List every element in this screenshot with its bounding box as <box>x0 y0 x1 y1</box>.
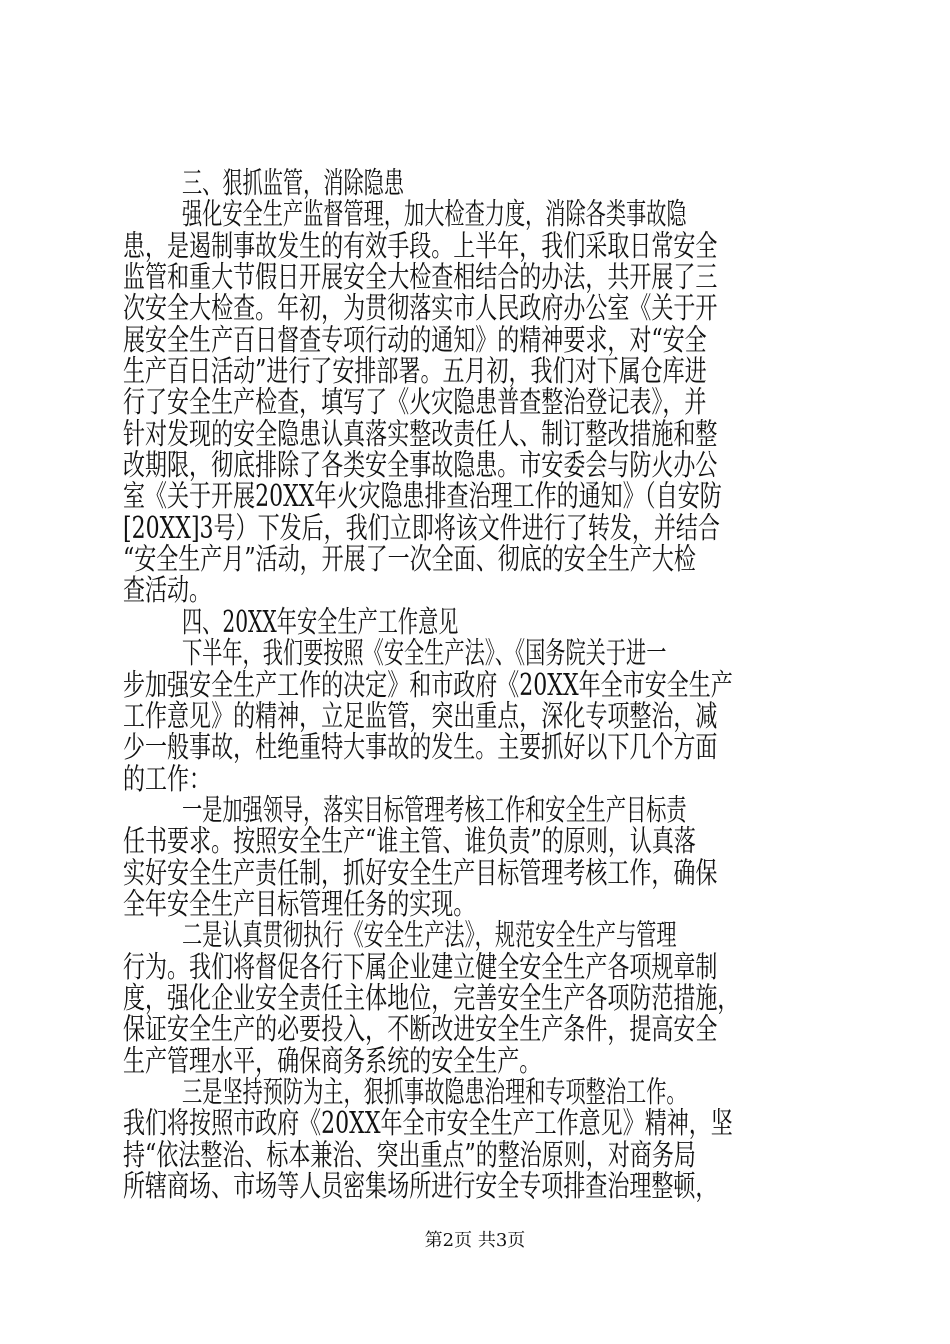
body-line: 行为。我们将督促各行下属企业建立健全安全生产各项规章制 <box>123 950 718 984</box>
body-line: 我们将按照市政府《20XX年全市安全生产工作意见》精神，坚 <box>123 1106 733 1140</box>
body-line: 持“依法整治、标本兼治、突出重点”的整治原则，对商务局 <box>123 1138 696 1172</box>
body-line: 保证安全生产的必要投入，不断改进安全生产条件，提高安全 <box>123 1012 718 1046</box>
body-line: 的工作： <box>123 762 212 796</box>
body-line: 步加强安全生产工作的决定》和市政府《20XX年全市安全生产 <box>123 668 733 702</box>
body-line: 生产百日活动”进行了安排部署。五月初，我们对下属仓库进 <box>123 354 707 388</box>
body-line: 度，强化企业安全责任主体地位，完善安全生产各项防范措施， <box>123 981 740 1015</box>
body-line: 次安全大检查。年初，为贯彻落实市人民政府办公室《关于开 <box>123 291 718 325</box>
body-line: 二是认真贯彻执行《安全生产法》，规范安全生产与管理 <box>182 918 677 952</box>
body-line: 行了安全生产检查，填写了《火灾隐患普查整治登记表》，并 <box>123 385 707 419</box>
body-line: 室《关于开展20XX年火灾隐患排查治理工作的通知》（自安防 <box>123 479 722 513</box>
body-line: 患，是遏制事故发生的有效手段。上半年，我们采取日常安全 <box>123 229 718 263</box>
body-line: 针对发现的安全隐患认真落实整改责任人、制订整改措施和整 <box>123 417 718 451</box>
section-heading: 四、20XX年安全生产工作意见 <box>182 605 459 639</box>
body-line: 监管和重大节假日开展安全大检查相结合的办法，共开展了三 <box>123 260 718 294</box>
body-line: 三、狠抓监管，消除隐患 <box>182 166 405 200</box>
body-line: “安全生产月”活动，开展了一次全面、彻底的安全生产大检 <box>123 542 696 576</box>
body-line: 实好安全生产责任制，抓好安全生产目标管理考核工作，确保 <box>123 856 718 890</box>
body-line: 任书要求。按照安全生产“谁主管、谁负责”的原则，认真落 <box>123 824 696 858</box>
body-line: 三是坚持预防为主，狠抓事故隐患治理和专项整治工作。 <box>182 1075 687 1109</box>
page-number-label: 第2页 共3页 <box>424 1230 526 1251</box>
body-line: 查活动。 <box>123 573 212 607</box>
body-line: [20XX]3号）下发后，我们立即将该文件进行了转发，并结合 <box>123 511 720 545</box>
body-line: 所辖商场、市场等人员密集场所进行安全专项排查治理整顿， <box>123 1169 718 1203</box>
body-line: 工作意见》的精神，立足监管，突出重点，深化专项整治，减 <box>123 699 718 733</box>
body-line: 一是加强领导，落实目标管理考核工作和安全生产目标责 <box>182 793 687 827</box>
body-line: 改期限，彻底排除了各类安全事故隐患。市安委会与防火办公 <box>123 448 718 482</box>
body-line: 展安全生产百日督查专项行动的通知》的精神要求，对“安全 <box>123 323 707 357</box>
body-line: 生产管理水平，确保商务系统的安全生产。 <box>123 1044 542 1078</box>
body-line: 下半年，我们要按照《安全生产法》、《国务院关于进一 <box>182 636 667 670</box>
body-line: 少一般事故，杜绝重特大事故的发生。主要抓好以下几个方面 <box>123 730 718 764</box>
body-line: 全年安全生产目标管理任务的实现。 <box>123 887 476 921</box>
page-footer <box>0 1230 950 1252</box>
body-line: 强化安全生产监督管理，加大检查力度，消除各类事故隐 <box>182 197 687 231</box>
